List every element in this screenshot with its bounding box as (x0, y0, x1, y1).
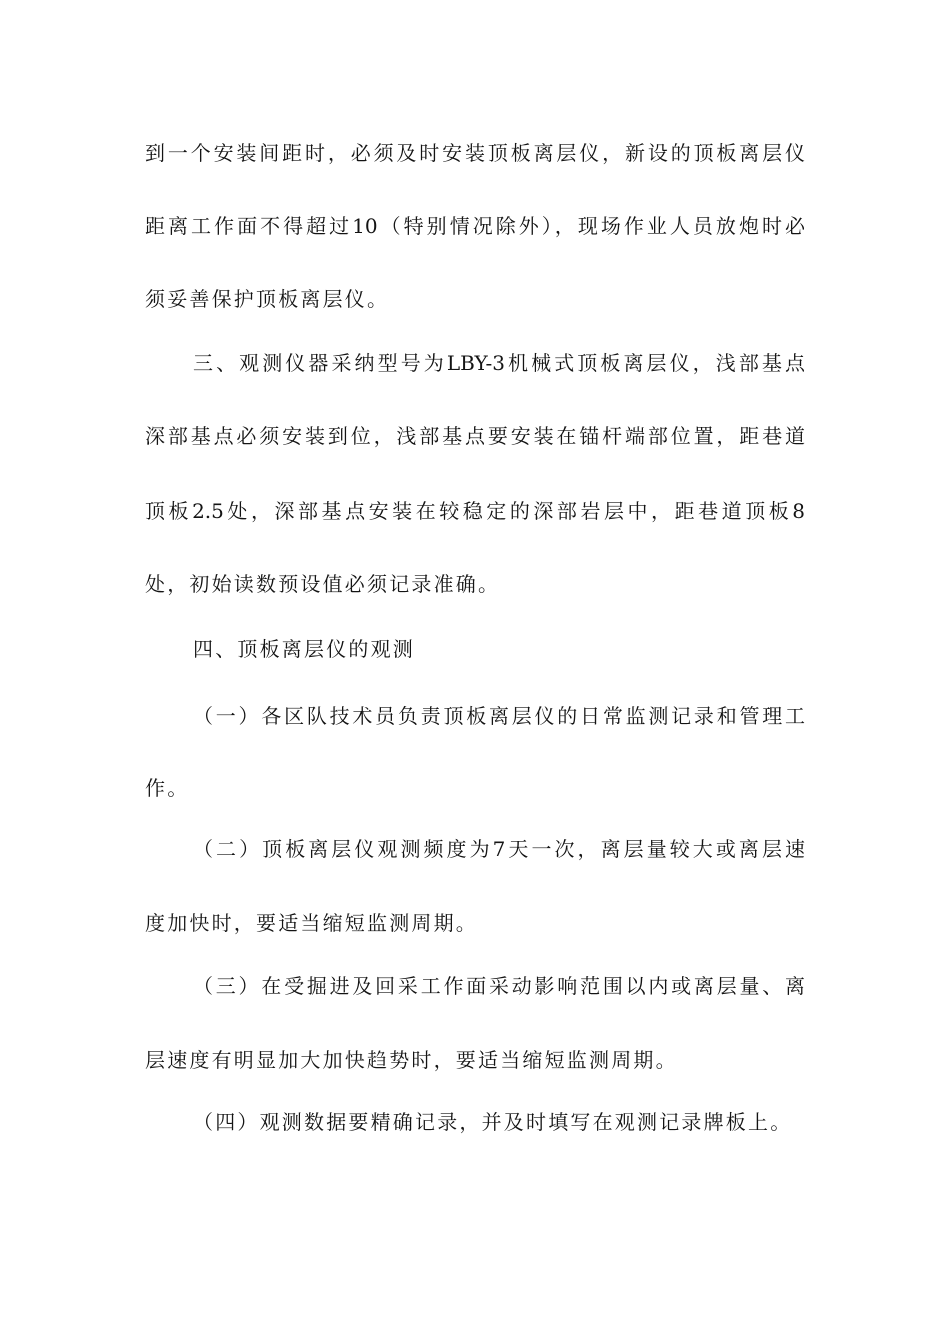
text-line: 深部基点必须安装到位，浅部基点要安装在锚杆端部位置，距巷道 (145, 424, 805, 448)
text-line: 距离工作面不得超过10（特别情况除外），现场作业人员放炮时必 (145, 214, 805, 238)
section-heading-3: 三、观测仪器采纳型号为LBY-3机械式顶板离层仪，浅部基点 (193, 351, 805, 375)
section-heading-4: 四、顶板离层仪的观测 (193, 637, 415, 661)
list-item-4: （四）观测数据要精确记录，并及时填写在观测记录牌板上。 (193, 1110, 793, 1134)
list-item-3: （三）在受掘进及回采工作面采动影响范围以内或离层量、离 (193, 974, 805, 998)
text-line: 须妥善保护顶板离层仪。 (145, 287, 390, 311)
list-item-1: （一）各区队技术员负责顶板离层仪的日常监测记录和管理工 (193, 704, 805, 728)
text-line: 作。 (145, 776, 190, 800)
text-line: 到一个安装间距时，必须及时安装顶板离层仪，新设的顶板离层仪 (145, 141, 805, 165)
text-line: 处，初始读数预设值必须记录准确。 (145, 572, 501, 596)
text-line: 层速度有明显加大加快趋势时，要适当缩短监测周期。 (145, 1048, 678, 1072)
text-line: 度加快时，要适当缩短监测周期。 (145, 911, 478, 935)
text-line: 顶板2.5处，深部基点安装在较稳定的深部岩层中，距巷道顶板8 (145, 499, 805, 523)
list-item-2: （二）顶板离层仪观测频度为7天一次，离层量较大或离层速 (193, 837, 805, 861)
